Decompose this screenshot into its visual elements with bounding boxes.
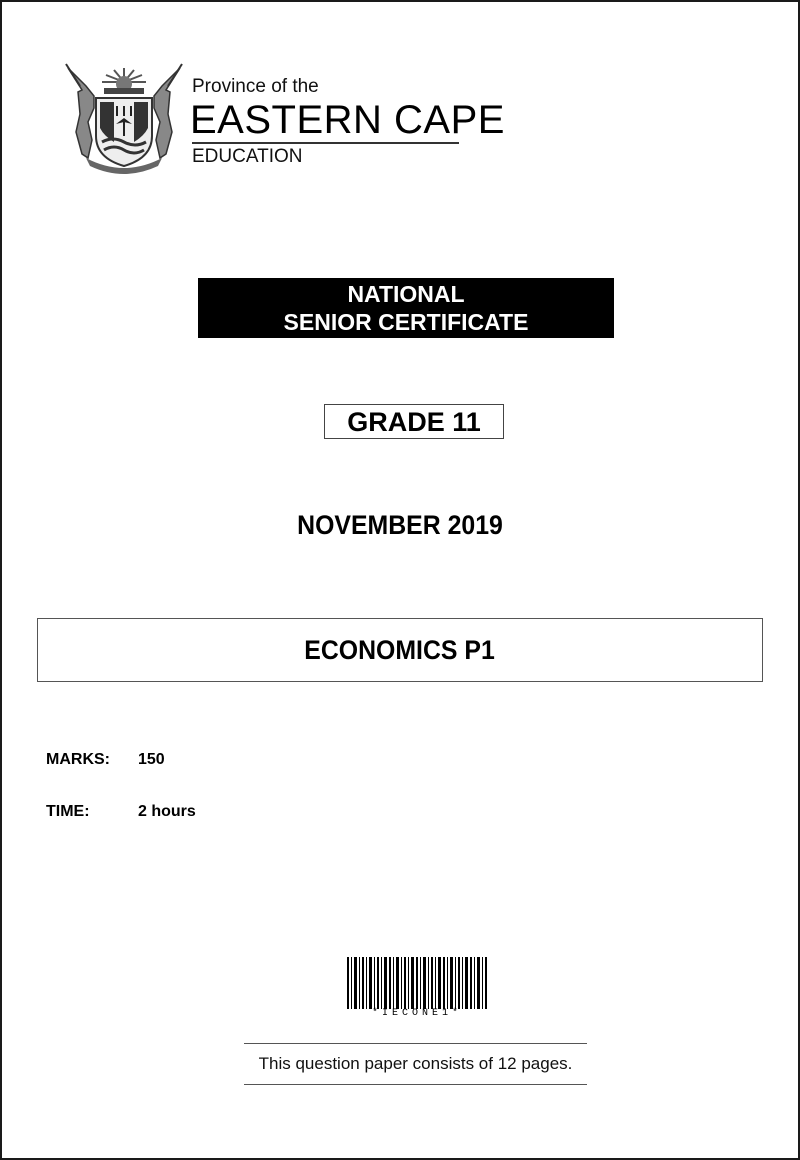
subject-title-box [37, 618, 763, 682]
exam-date: NOVEMBER 2019 [297, 510, 503, 540]
grade-label: GRADE 11 [324, 404, 504, 439]
banner-line-national: NATIONAL [347, 281, 465, 307]
pages-note-bottom-rule [244, 1084, 587, 1085]
marks-value: 150 [138, 751, 165, 768]
time-value: 2 hours [138, 803, 196, 820]
time-label: TIME: [46, 803, 90, 820]
eastern-cape-education-logo [58, 62, 505, 178]
logo-education-text: EDUCATION [192, 146, 303, 167]
logo-divider [192, 142, 459, 144]
barcode-text: *IECONE1* [371, 1008, 462, 1019]
banner-line-senior-certificate: SENIOR CERTIFICATE [283, 309, 529, 335]
logo-eastern-cape-text: EASTERN CAPE [190, 98, 505, 142]
nsc-banner [198, 278, 614, 338]
pages-note-top-rule [244, 1043, 587, 1044]
marks-label: MARKS: [46, 751, 110, 768]
logo-province-text: Province of the [192, 76, 319, 97]
page-count-note: This question paper consists of 12 pages. [258, 1054, 573, 1073]
coat-of-arms-icon [58, 62, 190, 178]
subject-title: ECONOMICS P1 [304, 635, 496, 665]
barcode-icon [347, 957, 487, 1009]
